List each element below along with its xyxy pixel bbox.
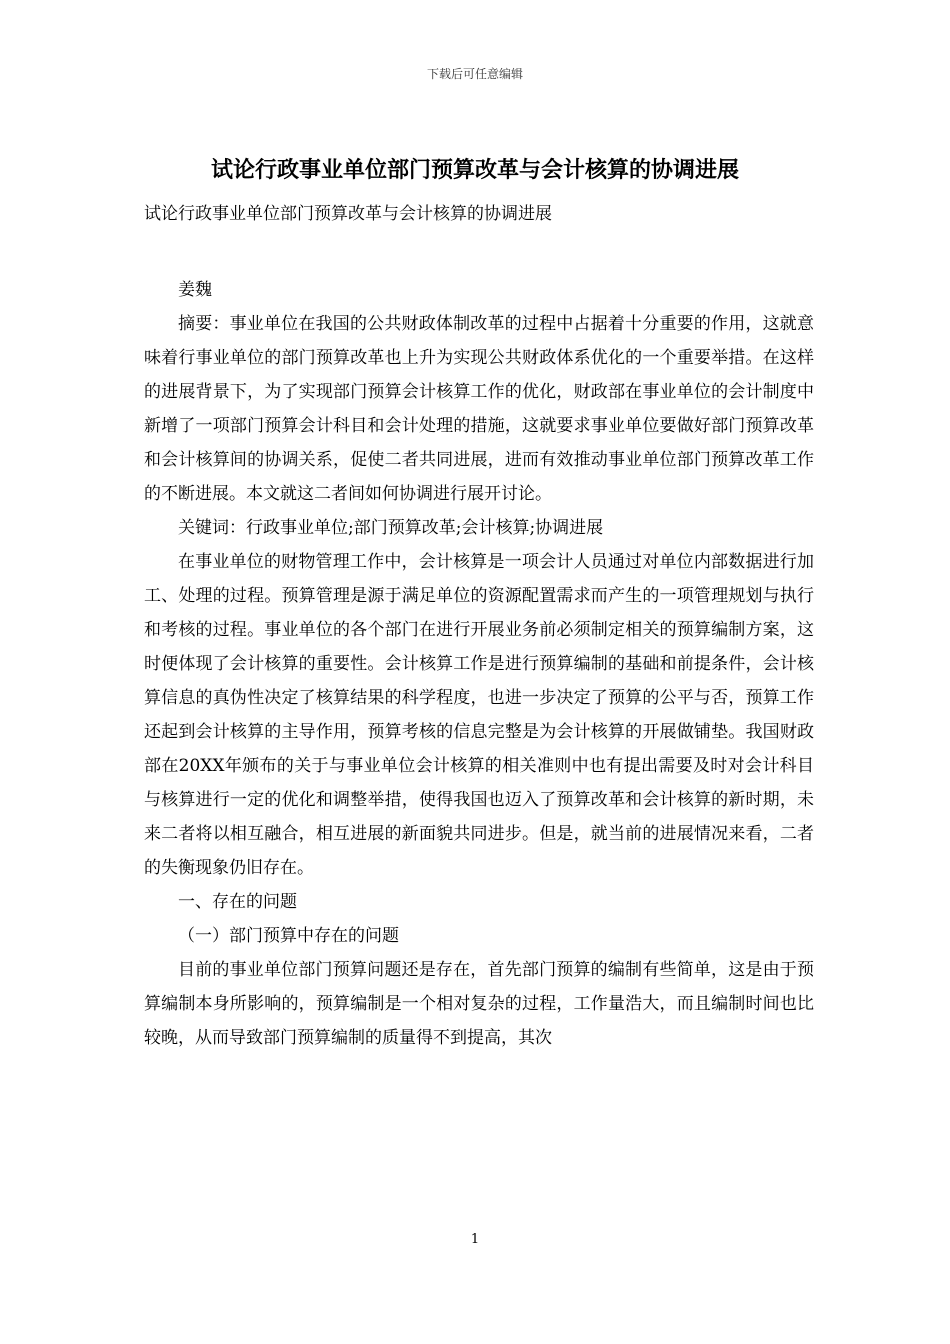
- abstract-paragraph: 摘要：事业单位在我国的公共财政体制改革的过程中占据着十分重要的作用，这就意味着行事业单位的部门预算改革也上升为实现公共财政体系优化的一个重要举措。在这样的进展背景下，为了实现部门预算会计核算工作的优化，财政部在事业单位的会计制度中新增了一项部门预算会计科目和会计处理的措施，这就要求事业单位要做好部门预算改革和会计核算间的协调关系，促使二者共同进展，进而有效推动事业单位部门预算改革工作的不断进展。本文就这二者间如何协调进行展开讨论。: [144, 314, 814, 504]
- author-name: 姜魏: [178, 280, 212, 300]
- blank-line: [144, 231, 814, 273]
- subsection-heading: （一）部门预算中存在的问题: [178, 926, 399, 946]
- document-subtitle: 试论行政事业单位部门预算改革与会计核算的协调进展: [144, 204, 552, 224]
- page-number: 1: [470, 1232, 480, 1247]
- body-paragraph: 目前的事业单位部门预算问题还是存在，首先部门预算的编制有些简单，这是由于预算编制本身所影响的，预算编制是一个相对复杂的过程，工作量浩大，而且编制时间也比较晚，从而导致部门预算编制的质量得不到提高，其次: [144, 960, 814, 1048]
- document-title: 试论行政事业单位部门预算改革与会计核算的协调进展: [210, 157, 739, 183]
- keywords-line: 关键词：行政事业单位;部门预算改革;会计核算;协调进展: [178, 518, 604, 538]
- section-heading: 一、存在的问题: [178, 892, 297, 912]
- page-header-note: 下载后可任意编辑: [426, 67, 523, 81]
- document-body: [144, 197, 814, 1055]
- intro-paragraph: 在事业单位的财物管理工作中，会计核算是一项会计人员通过对单位内部数据进行加工、处理的过程。预算管理是源于满足单位的资源配置需求而产生的一项管理规划与执行和考核的过程。事业单位的各个部门在进行开展业务前必须制定相关的预算编制方案，这时便体现了会计核算的重要性。会计核算工作是进行预算编制的基础和前提条件，会计核算信息的真伪性决定了核算结果的科学程度，也进一步决定了预算的公平与否，预算工作还起到会计核算的主导作用，预算考核的信息完整是为会计核算的开展做铺垫。我国财政部在20XX年颁布的关于与事业单位会计核算的相关准则中也有提出需要及时对会计科目与核算进行一定的优化和调整举措，使得我国也迈入了预算改革和会计核算的新时期，未来二者将以相互融合，相互进展的新面貌共同进步。但是，就当前的进展情况来看，二者的失衡现象仍旧存在。: [144, 552, 814, 878]
